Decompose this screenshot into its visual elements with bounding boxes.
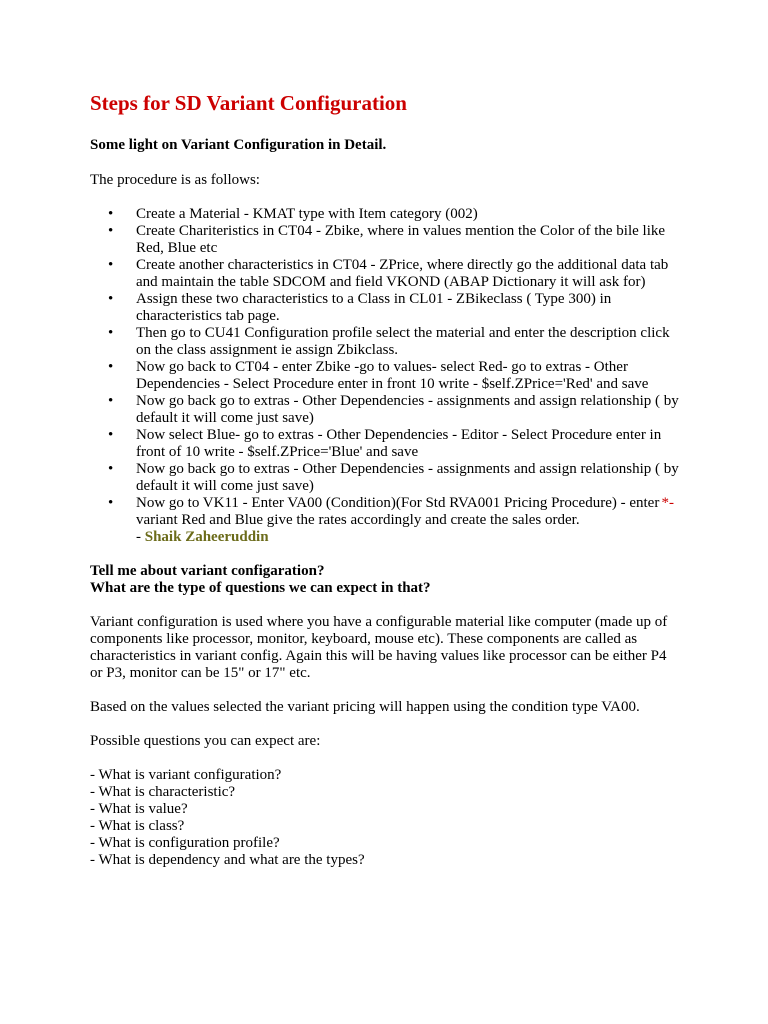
question-item: - What is value? [90,801,188,817]
step-item: • Create a Material - KMAT type with Item category (002) [136,206,680,223]
question-item: - What is variant configuration? [90,767,282,783]
question-item: - What is characteristic? [90,784,236,800]
question-heading-2: What are the type of questions we can expect in that? [90,580,431,596]
steps-list [90,206,680,546]
document-page [90,88,680,869]
step-last-wrapper [136,495,680,529]
questions-list [90,767,680,869]
question-heading-1: Tell me about variant configaration? [90,563,325,579]
step-item: • Create Chariteristics in CT04 - Zbike, where in values mention the Color of the bile like Red, Blue etc [136,223,680,257]
answer-paragraph-3: Possible questions you can expect are: [90,733,321,749]
step-item: • Then go to CU41 Configuration profile select the material and enter the description click on the class assignment ie assign Zbikclass. [136,325,680,359]
step-item: • Now select Blue- go to extras - Other Dependencies - Editor - Select Procedure enter in front of 10 write - $self.ZPrice='Blue' and save [136,427,680,461]
signature-line [136,529,680,546]
intro-text: The procedure is as follows: [90,172,260,188]
signature-dash: - [136,529,145,545]
page-title: Steps for SD Variant Configuration [90,91,407,115]
step-item: • Now go back go to extras - Other Dependencies - assignments and assign relationship ( by default it will come just save) [136,461,680,495]
subtitle: Some light on Variant Configuration in Detail. [90,137,387,153]
question-heading-block [90,563,680,597]
question-item: - What is class? [90,818,185,834]
step-item: • Now go back to CT04 - enter Zbike -go to values- select Red- go to extras - Other Dependencies - Select Procedure enter in front 10 write - $self.ZPrice='Red' and save [136,359,680,393]
author-name: Shaik Zaheeruddin [144,529,269,545]
step-item-last [136,495,680,546]
question-item: - What is configuration profile? [90,835,280,851]
step-item: • Assign these two characteristics to a Class in CL01 - ZBikeclass ( Type 300) in characteristics tab page. [136,291,680,325]
answer-paragraph-1: Variant configuration is used where you have a configurable material like computer (made up of components like processor, monitor, keyboard, mouse etc). These components are called as characteristics in variant config. Again this will be having values like processor can be either P4 or P3, monitor can be 15" or 17" etc. [90,614,668,681]
step-item: • Create another characteristics in CT04 - ZPrice, where directly go the additional data tab and maintain the table SDCOM and field VKOND (ABAP Dictionary it will ask for) [136,257,680,291]
signature-star: *- [661,495,674,511]
step-last-text: Now go to VK11 - Enter VA00 (Condition)(For Std RVA001 Pricing Procedure) - enter variant Red and Blue give the rates accordingly and create the sales order. [136,495,660,528]
step-item: • Now go back go to extras - Other Dependencies - assignments and assign relationship ( by default it will come just save) [136,393,680,427]
question-item: - What is dependency and what are the types? [90,852,365,868]
answer-paragraph-2: Based on the values selected the variant pricing will happen using the condition type VA00. [90,699,640,715]
